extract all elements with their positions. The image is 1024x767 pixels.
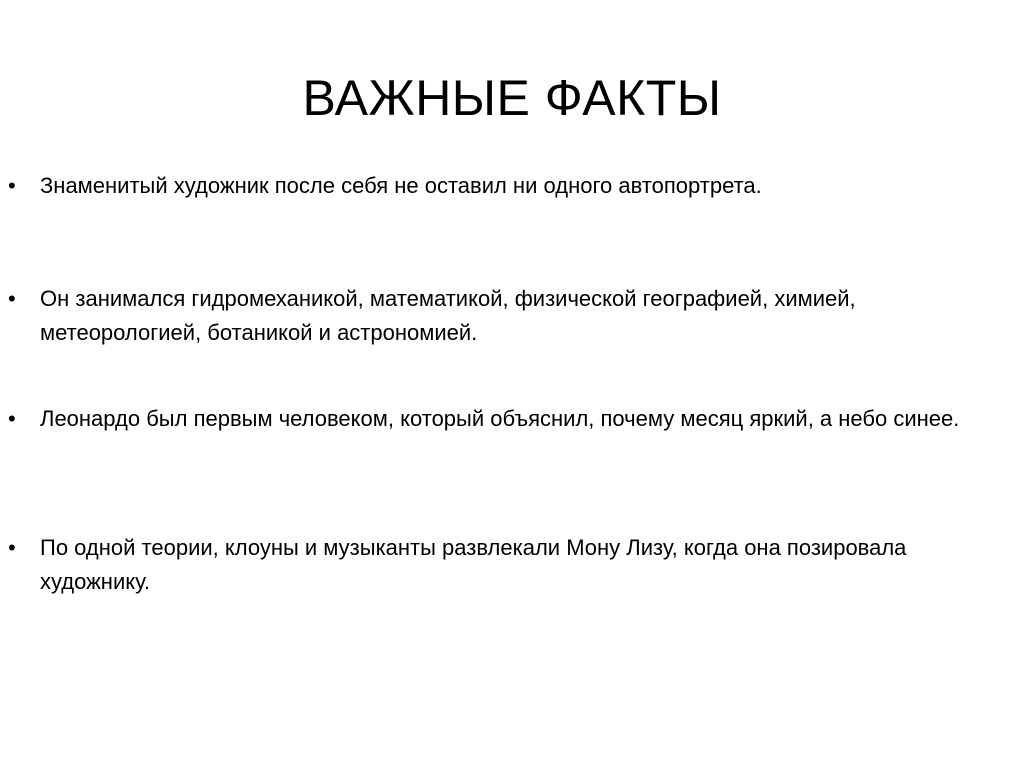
bullet-dot-icon: • — [8, 535, 16, 560]
bullet-text-2: Он занимался гидромеханикой, математикой, физической географией, химией, метеорологией, ботаникой и астрономией. — [40, 286, 856, 345]
bullet-text-4: По одной теории, клоуны и музыканты развлекали Мону Лизу, когда она позировала художнику. — [40, 535, 907, 594]
bullet-text-1: Знаменитый художник после себя не оставил ни одного автопортрета. — [40, 173, 762, 198]
bullet-dot-icon: • — [8, 173, 16, 198]
bullet-text-3: Леонардо был первым человеком, который объяснил, почему месяц яркий, а небо синее. — [40, 406, 960, 431]
slide-title: ВАЖНЫЕ ФАКТЫ — [302, 70, 722, 126]
bullet-dot-icon: • — [8, 286, 16, 311]
bullet-dot-icon: • — [8, 406, 16, 431]
